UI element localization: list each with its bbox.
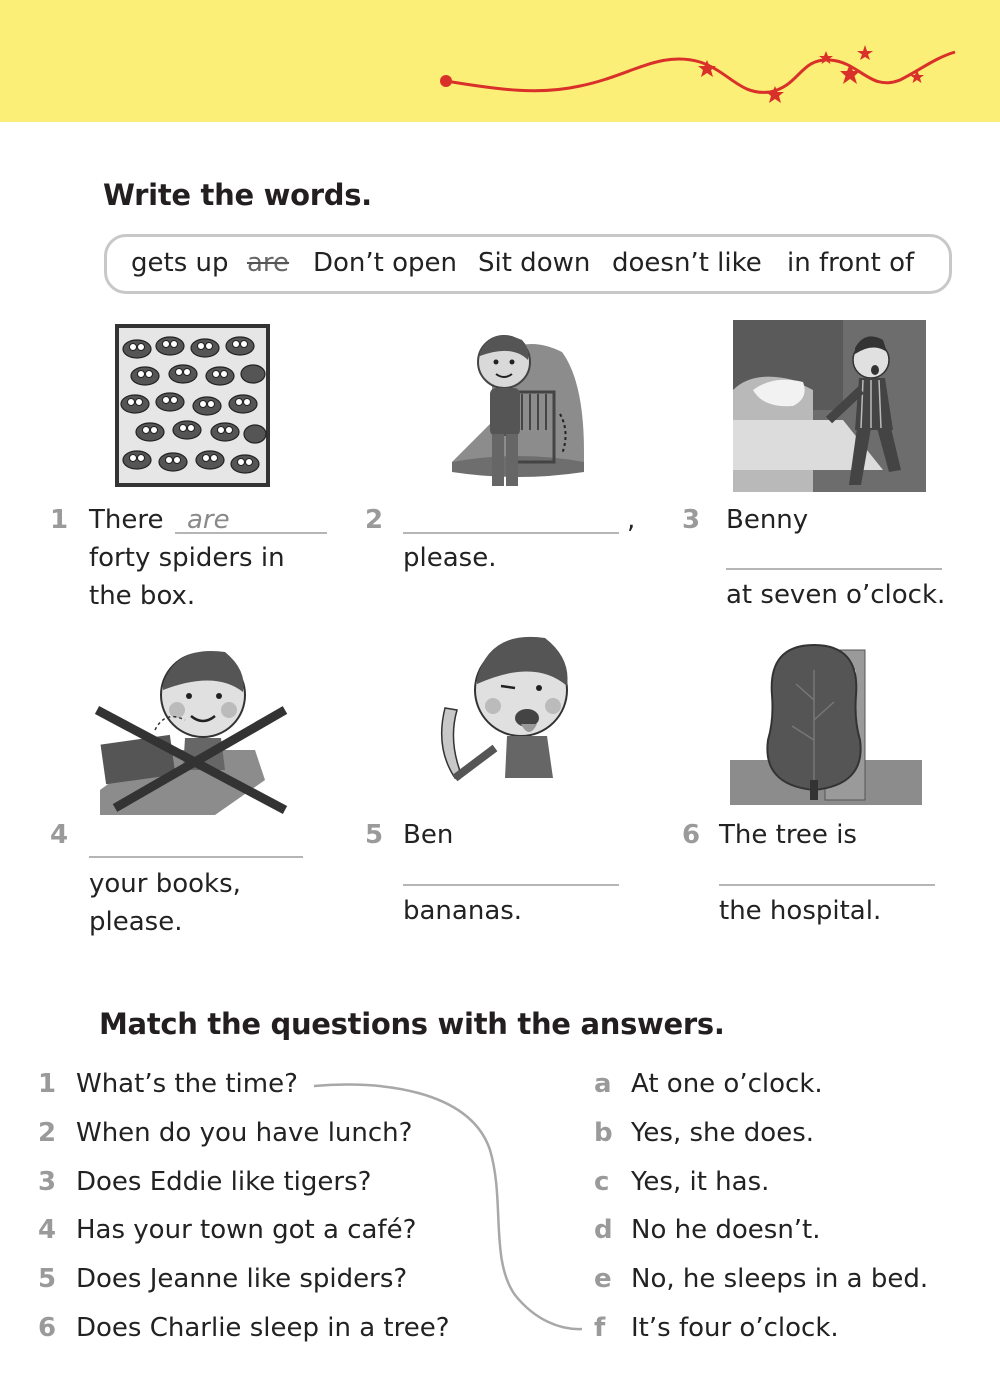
question-text[interactable]: When do you have lunch? [76,1118,413,1148]
item-text: Ben [403,820,454,850]
question-number: 3 [38,1167,57,1197]
item-text: Benny [726,505,809,535]
answer-text[interactable]: Yes, she does. [631,1118,815,1148]
answer-line[interactable] [403,884,619,886]
item-text: The tree is [719,820,857,850]
word-bank-item: in front of [787,248,915,278]
question-number: 5 [38,1264,57,1294]
boy-disliking-banana-image [435,628,595,788]
item-number: 3 [682,505,701,535]
answer-text[interactable]: No he doesn’t. [631,1215,821,1245]
answer-letter: b [594,1118,613,1148]
example-answer: are [187,505,230,535]
section-title-write-words: Write the words. [103,178,372,212]
word-bank-item: Don’t open [313,248,458,278]
item-number: 4 [50,820,69,850]
item-text: bananas. [403,896,523,926]
item-text: please. [403,543,497,573]
item-text: the hospital. [719,896,882,926]
answer-letter: e [594,1264,612,1294]
answer-text[interactable]: Yes, it has. [631,1167,770,1197]
question-text[interactable]: Does Eddie like tigers? [76,1167,372,1197]
answer-text[interactable]: No, he sleeps in a bed. [631,1264,929,1294]
answer-text[interactable]: It’s four o’clock. [631,1313,839,1343]
section-title-match: Match the questions with the answers. [99,1007,725,1041]
item-text: your books, [89,869,241,899]
item-text: please. [89,907,183,937]
boy-opening-books-crossed-image [95,640,290,820]
item-number: 2 [365,505,384,535]
question-text[interactable]: Does Jeanne like spiders? [76,1264,408,1294]
item-text: There [89,505,164,535]
word-bank-item: Sit down [478,248,591,278]
item-number: 6 [682,820,701,850]
boy-sitting-chair-image [452,322,584,494]
item-text: forty spiders in [89,543,285,573]
item-text: , [627,505,636,535]
word-bank-item: gets up [131,248,229,278]
item-number: 1 [50,505,69,535]
answer-line[interactable] [726,568,942,570]
tree-in-front-of-building-image [730,640,922,805]
boy-getting-out-of-bed-image [733,320,926,492]
item-number: 5 [365,820,384,850]
answer-line[interactable] [719,884,935,886]
answer-letter: a [594,1069,612,1099]
word-bank-item: doesn’t like [612,248,762,278]
question-text[interactable]: Has your town got a café? [76,1215,417,1245]
question-number: 1 [38,1069,57,1099]
item-text: at seven o’clock. [726,580,946,610]
question-text[interactable]: What’s the time? [76,1069,298,1099]
answer-line[interactable] [89,856,303,858]
item-text: the box. [89,581,196,611]
question-number: 4 [38,1215,57,1245]
question-number: 2 [38,1118,57,1148]
answer-letter: d [594,1215,613,1245]
answer-letter: c [594,1167,610,1197]
header-band [0,0,1000,122]
question-text[interactable]: Does Charlie sleep in a tree? [76,1313,450,1343]
answer-letter: f [594,1313,606,1343]
star-ribbon-decoration [0,0,1000,122]
question-number: 6 [38,1313,57,1343]
spiders-in-box-image [115,324,270,487]
answer-text[interactable]: At one o’clock. [631,1069,823,1099]
answer-line[interactable] [403,532,619,534]
word-bank-item-struck: are [247,248,290,278]
